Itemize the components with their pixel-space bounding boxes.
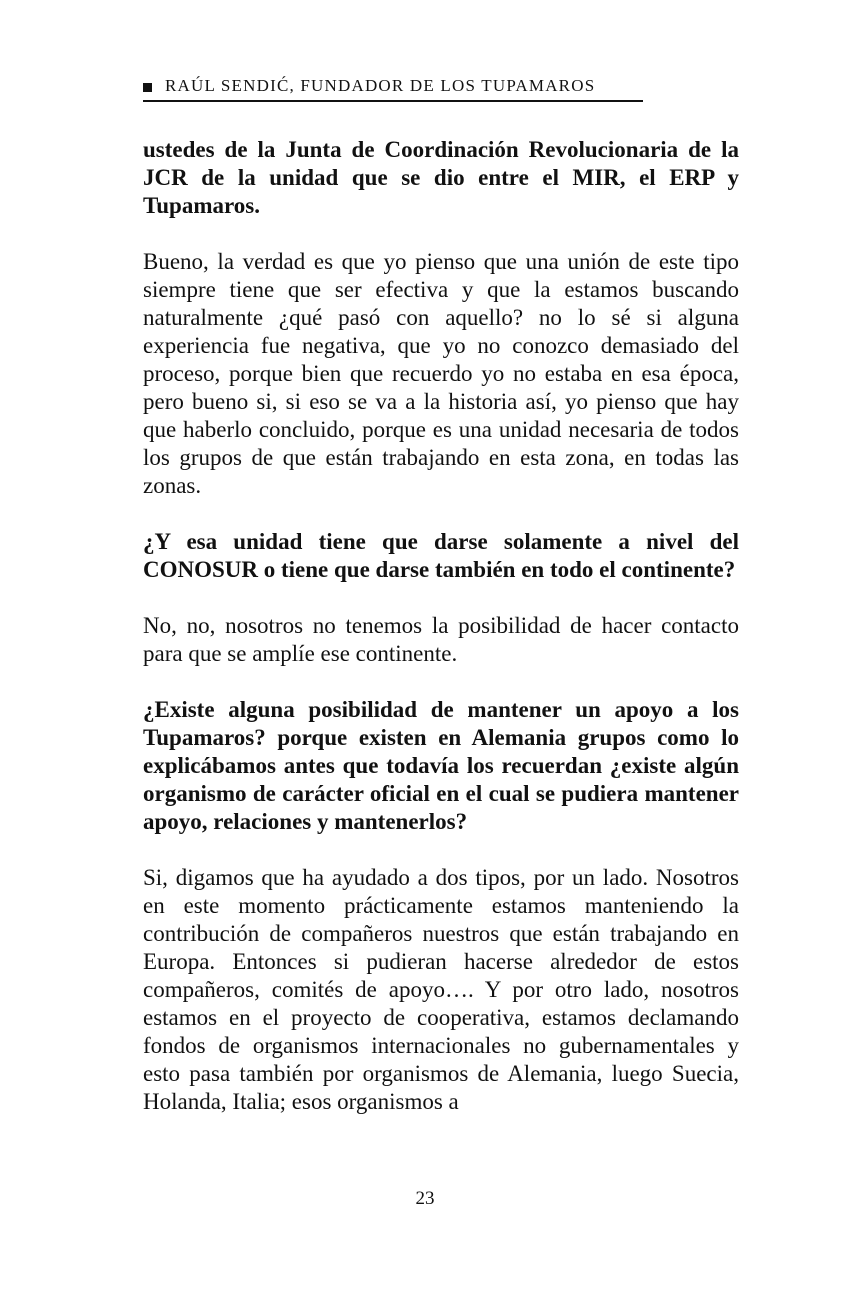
question-paragraph: ¿Y esa unidad tiene que darse solamente a nivel del CONOSUR o tiene que darse también en todo el continente?: [143, 529, 739, 582]
question-paragraph: ¿Existe alguna posibilidad de mantener un apoyo a los Tupamaros? porque existen en Alemania grupos como lo explicábamos antes que todavía los recuerdan ¿existe algún organismo de carácter oficial en el cual se pudiera mantener apoyo, relaciones y mantenerlos?: [143, 697, 739, 834]
paragraph-gap: [143, 584, 739, 612]
header-rule: [143, 100, 643, 102]
paragraph-gap: [143, 500, 739, 528]
paragraph-gap: [143, 668, 739, 696]
page-number: 23: [415, 1188, 435, 1209]
answer-paragraph: Bueno, la verdad es que yo pienso que una unión de este tipo siempre tiene que ser efectiva y que la estamos buscando naturalmente ¿qué pasó con aquello? no lo sé si alguna experiencia fue negativa, que yo no conozco demasiado del proceso, porque bien que recuerdo yo no estaba en esa época, pero bueno si, si eso se va a la historia así, yo pienso que hay que haberlo concluido, porque es una unidad necesaria de todos los grupos de que están trabajando en esta zona, en todas las zonas.: [143, 249, 739, 498]
page-body: [143, 136, 739, 1116]
header-square-bullet: [143, 83, 152, 92]
answer-paragraph: Si, digamos que ha ayudado a dos tipos, por un lado. Nosotros en este momento prácticamente estamos manteniendo la contribución de compañeros nuestros que están trabajando en Europa. Entonces si pudieran hacerse alrededor de estos compañeros, comités de apoyo…. Y por otro lado, nosotros estamos en el proyecto de cooperativa, estamos declamando fondos de organismos internacionales no gubernamentales y esto pasa también por organismos de Alemania, luego Suecia, Holanda, Italia; esos organismos a: [143, 865, 739, 1114]
paragraph-gap: [143, 220, 739, 248]
paragraph-gap: [143, 836, 739, 864]
question-paragraph: ustedes de la Junta de Coordinación Revolucionaria de la JCR de la unidad que se dio entre el MIR, el ERP y Tupamaros.: [143, 137, 739, 218]
header-title: RAÚL SENDIĆ, FUNDADOR DE LOS TUPAMAROS: [165, 76, 596, 95]
answer-paragraph: No, no, nosotros no tenemos la posibilidad de hacer contacto para que se amplíe ese continente.: [143, 613, 739, 666]
